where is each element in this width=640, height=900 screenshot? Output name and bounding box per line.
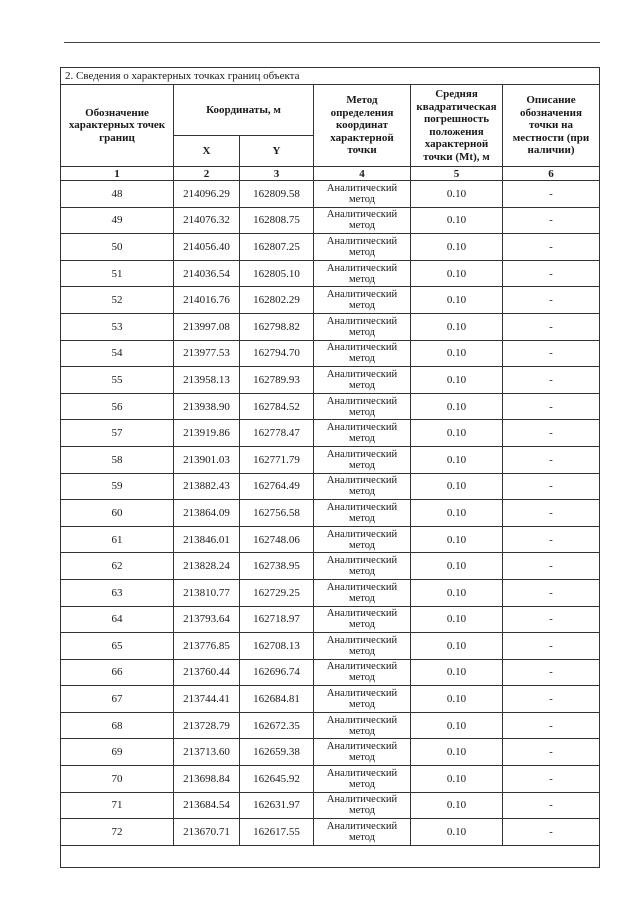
cell-y: 162696.74 [240,659,314,686]
cell-point: 49 [61,207,174,234]
cell-point: 60 [61,500,174,527]
table-row [61,766,600,793]
table-row [61,207,600,234]
footer-cell [61,845,600,867]
footer-row [61,845,600,867]
table-row [61,819,600,846]
cell-description: - [503,606,600,633]
cell-point: 52 [61,287,174,314]
column-number: 2 [174,167,240,181]
header-coordinates: Координаты, м [174,85,314,136]
cell-method: Аналитический метод [314,446,411,473]
cell-method: Аналитический метод [314,606,411,633]
cell-x: 214096.29 [174,181,240,208]
cell-description: - [503,420,600,447]
cell-x: 213698.84 [174,766,240,793]
cell-method: Аналитический метод [314,579,411,606]
cell-error: 0.10 [411,819,503,846]
cell-point: 67 [61,686,174,713]
cell-point: 70 [61,766,174,793]
cell-description: - [503,553,600,580]
cell-method: Аналитический метод [314,420,411,447]
table-row [61,686,600,713]
cell-y: 162771.79 [240,446,314,473]
cell-description: - [503,207,600,234]
cell-x: 214056.40 [174,234,240,261]
cell-description: - [503,766,600,793]
cell-description: - [503,260,600,287]
cell-y: 162807.25 [240,234,314,261]
cell-method: Аналитический метод [314,473,411,500]
cell-error: 0.10 [411,633,503,660]
cell-y: 162784.52 [240,393,314,420]
cell-x: 213728.79 [174,712,240,739]
cell-y: 162805.10 [240,260,314,287]
cell-method: Аналитический метод [314,659,411,686]
cell-error: 0.10 [411,792,503,819]
table-row [61,579,600,606]
cell-y: 162659.38 [240,739,314,766]
cell-error: 0.10 [411,340,503,367]
cell-x: 213828.24 [174,553,240,580]
cell-x: 213760.44 [174,659,240,686]
cell-error: 0.10 [411,606,503,633]
cell-description: - [503,473,600,500]
cell-error: 0.10 [411,207,503,234]
cell-y: 162794.70 [240,340,314,367]
cell-description: - [503,313,600,340]
table-row [61,633,600,660]
cell-y: 162718.97 [240,606,314,633]
cell-point: 65 [61,633,174,660]
table-row [61,393,600,420]
cell-point: 71 [61,792,174,819]
cell-y: 162789.93 [240,367,314,394]
cell-point: 59 [61,473,174,500]
table-row [61,659,600,686]
cell-y: 162798.82 [240,313,314,340]
cell-point: 51 [61,260,174,287]
cell-method: Аналитический метод [314,340,411,367]
cell-description: - [503,500,600,527]
cell-y: 162738.95 [240,553,314,580]
cell-description: - [503,792,600,819]
cell-y: 162764.49 [240,473,314,500]
cell-method: Аналитический метод [314,260,411,287]
cell-description: - [503,686,600,713]
cell-x: 213744.41 [174,686,240,713]
table-row [61,420,600,447]
cell-y: 162729.25 [240,579,314,606]
table-row [61,313,600,340]
cell-x: 213864.09 [174,500,240,527]
table-row [61,287,600,314]
cell-point: 48 [61,181,174,208]
table-row [61,553,600,580]
column-number: 1 [61,167,174,181]
cell-description: - [503,340,600,367]
cell-y: 162756.58 [240,500,314,527]
cell-method: Аналитический метод [314,526,411,553]
table-row [61,606,600,633]
cell-x: 214036.54 [174,260,240,287]
cell-error: 0.10 [411,181,503,208]
cell-x: 213938.90 [174,393,240,420]
cell-method: Аналитический метод [314,287,411,314]
cell-point: 56 [61,393,174,420]
cell-error: 0.10 [411,367,503,394]
cell-point: 72 [61,819,174,846]
cell-method: Аналитический метод [314,792,411,819]
column-number: 4 [314,167,411,181]
section-title: 2. Сведения о характерных точках границ объекта [61,68,600,85]
cell-x: 213901.03 [174,446,240,473]
cell-description: - [503,819,600,846]
cell-x: 213684.54 [174,792,240,819]
cell-x: 213977.53 [174,340,240,367]
cell-x: 214016.76 [174,287,240,314]
cell-error: 0.10 [411,526,503,553]
header-x: X [174,136,240,167]
table-row [61,446,600,473]
table-row [61,526,600,553]
cell-error: 0.10 [411,446,503,473]
table-row [61,473,600,500]
cell-description: - [503,659,600,686]
cell-description: - [503,712,600,739]
cell-x: 213793.64 [174,606,240,633]
cell-y: 162708.13 [240,633,314,660]
cell-x: 213997.08 [174,313,240,340]
cell-method: Аналитический метод [314,739,411,766]
cell-x: 213810.77 [174,579,240,606]
cell-point: 54 [61,340,174,367]
header-y: Y [240,136,314,167]
cell-error: 0.10 [411,260,503,287]
cell-description: - [503,579,600,606]
cell-error: 0.10 [411,739,503,766]
cell-x: 214076.32 [174,207,240,234]
cell-error: 0.10 [411,287,503,314]
table-row [61,739,600,766]
cell-description: - [503,633,600,660]
cell-y: 162748.06 [240,526,314,553]
cell-y: 162672.35 [240,712,314,739]
cell-method: Аналитический метод [314,500,411,527]
table-row [61,367,600,394]
cell-method: Аналитический метод [314,766,411,793]
top-rule [64,42,600,43]
cell-method: Аналитический метод [314,207,411,234]
cell-x: 213919.86 [174,420,240,447]
cell-point: 57 [61,420,174,447]
cell-method: Аналитический метод [314,633,411,660]
cell-error: 0.10 [411,766,503,793]
table-row [61,181,600,208]
cell-error: 0.10 [411,686,503,713]
header-method: Метод определения координат характерной точки [314,85,411,167]
column-number: 6 [503,167,600,181]
cell-y: 162778.47 [240,420,314,447]
cell-error: 0.10 [411,234,503,261]
cell-point: 58 [61,446,174,473]
cell-x: 213776.85 [174,633,240,660]
cell-method: Аналитический метод [314,393,411,420]
table-row [61,234,600,261]
cell-point: 64 [61,606,174,633]
cell-method: Аналитический метод [314,181,411,208]
boundary-points-table [60,67,600,868]
cell-method: Аналитический метод [314,234,411,261]
cell-method: Аналитический метод [314,712,411,739]
cell-error: 0.10 [411,579,503,606]
cell-error: 0.10 [411,500,503,527]
cell-point: 69 [61,739,174,766]
header-point: Обозначение характерных точек границ [61,85,174,167]
cell-x: 213882.43 [174,473,240,500]
cell-description: - [503,287,600,314]
header-error: Средняя квадратическая погрешность положения характерной точки (Mt), м [411,85,503,167]
cell-y: 162684.81 [240,686,314,713]
cell-point: 66 [61,659,174,686]
cell-point: 53 [61,313,174,340]
cell-point: 68 [61,712,174,739]
cell-error: 0.10 [411,313,503,340]
cell-description: - [503,181,600,208]
cell-method: Аналитический метод [314,686,411,713]
cell-method: Аналитический метод [314,819,411,846]
cell-error: 0.10 [411,420,503,447]
cell-point: 50 [61,234,174,261]
cell-description: - [503,446,600,473]
cell-method: Аналитический метод [314,367,411,394]
cell-error: 0.10 [411,473,503,500]
cell-point: 62 [61,553,174,580]
cell-description: - [503,234,600,261]
cell-y: 162645.92 [240,766,314,793]
cell-description: - [503,393,600,420]
cell-description: - [503,367,600,394]
cell-point: 55 [61,367,174,394]
cell-x: 213846.01 [174,526,240,553]
cell-error: 0.10 [411,393,503,420]
cell-y: 162802.29 [240,287,314,314]
table-row [61,340,600,367]
table-row [61,260,600,287]
cell-point: 61 [61,526,174,553]
cell-description: - [503,739,600,766]
header-description: Описание обозначения точки на местности (при наличии) [503,85,600,167]
cell-y: 162809.58 [240,181,314,208]
cell-error: 0.10 [411,659,503,686]
cell-method: Аналитический метод [314,313,411,340]
cell-method: Аналитический метод [314,553,411,580]
cell-y: 162617.55 [240,819,314,846]
column-number: 5 [411,167,503,181]
column-number: 3 [240,167,314,181]
cell-error: 0.10 [411,553,503,580]
table-row [61,712,600,739]
cell-description: - [503,526,600,553]
table-row [61,792,600,819]
table-row [61,500,600,527]
cell-x: 213670.71 [174,819,240,846]
cell-error: 0.10 [411,712,503,739]
cell-y: 162808.75 [240,207,314,234]
cell-x: 213713.60 [174,739,240,766]
cell-y: 162631.97 [240,792,314,819]
cell-point: 63 [61,579,174,606]
cell-x: 213958.13 [174,367,240,394]
